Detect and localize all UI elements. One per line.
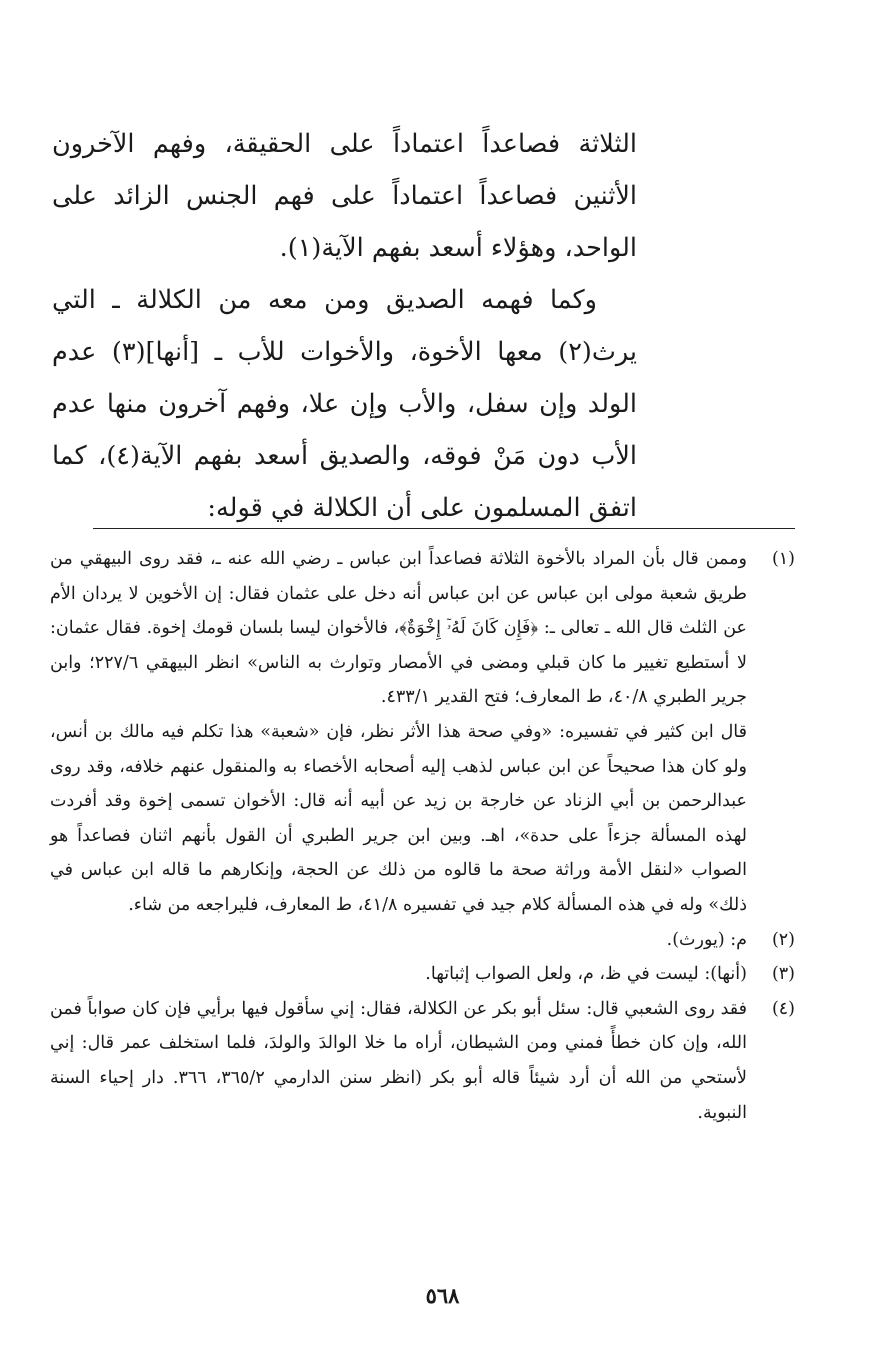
footnote-number: (٢): [771, 929, 795, 950]
footnote-separator: [93, 528, 795, 529]
footnote-1-continuation: قال ابن كثير في تفسيره: «وفي صحة هذا الأثر نظر، فإن «شعبة» هذا تكلم فيه مالك بن أنس، ولو كان هذا صحيحاً عن ابن عباس لذهب إليه أصحابه الأخصاء به والمنقول عنهم خلافه، وقد روى عبدالرحمن بن أبي الزناد عن خارجة بن زيد عن أبيه أنه قال: الأخوان تسمى إخوة وقد أفردت لهذه المسألة جزءاً على حدة»، اهـ. وبين ابن جرير الطبري أن القول بأنهم اثنان فصاعداً هو الصواب «لنقل الأمة وراثة صحة ما قالوه من ذلك عن الحجة، وإنكارهم ما قاله ابن عباس في ذلك» وله في هذه المسألة كلام جيد في تفسيره ٤١/٨، ط المعارف، فليراجعه من شاء.: [50, 721, 747, 915]
footnote-1: [50, 542, 795, 715]
footnotes: [50, 542, 795, 1130]
main-text: [52, 118, 637, 534]
footnote-number: (٣): [771, 964, 795, 985]
footnote-text: وممن قال بأن المراد بالأخوة الثلاثة فصاعداً ابن عباس ـ رضي الله عنه ـ، فقد روى البيهقي من طريق شعبة مولى ابن عباس عن ابن عباس أنه دخل على عثمان فقال: إن الأخوين لا يردان الأم عن الثلث قال الله ـ تعالى ـ: ﴿فَإِن كَانَ لَهُۥٓ إِخْوَةٌ﴾، فالأخوان ليسا بلسان قومك إخوة. فقال عثمان: لا أستطيع تغيير ما كان قبلي ومضى في الأمصار وتوارث به الناس» انظر البيهقي ٢٢٧/٦؛ وابن جرير الطبري ٤٠/٨، ط المعارف؛ فتح القدير ٤٣٣/١.: [50, 549, 747, 708]
footnote-text: (أنها): ليست في ظ، م، ولعل الصواب إثباتها.: [425, 964, 747, 985]
footnote-3: [50, 957, 795, 992]
footnote-number: (١): [771, 549, 795, 569]
main-paragraph-1: الثلاثة فصاعداً اعتماداً على الحقيقة، وفهم الآخرون الأثنين فصاعداً اعتماداً على فهم الجنس الزائد على الواحد، وهؤلاء أسعد بفهم الآية(١).: [52, 129, 637, 263]
main-paragraph-2: وكما فهمه الصديق ومن معه من الكلالة ـ التي يرث(٢) معها الأخوة، والأخوات للأب ـ [أنها](٣) عدم الولد وإن سفل، والأب وإن علا، وفهم آخرون منها عدم الأب دون مَنْ فوقه، والصديق أسعد بفهم الآية(٤)، كما اتفق المسلمون على أن الكلالة في قوله:: [52, 285, 638, 523]
footnote-text: م: (يورث).: [666, 929, 747, 950]
footnote-text: فقد روى الشعبي قال: سئل أبو بكر عن الكلالة، فقال: إني سأقول فيها برأيي فإن كان صواباً فمن الله، وإن كان خطأً فمني ومن الشيطان، أراه ما خلا الوالدَ والولدَ، فلما استخلف عمر قال: إني لأستحي من الله أن أرد شيئاً قاله أبو بكر (انظر سنن الدارمي ٣٦٥/٢، ٣٦٦. دار إحياء السنة النبوية.: [50, 998, 747, 1123]
footnote-4: [50, 992, 795, 1130]
page-number: ٥٦٨: [425, 1283, 460, 1308]
footnote-2: [50, 923, 795, 958]
footnote-number: (٤): [771, 998, 795, 1019]
